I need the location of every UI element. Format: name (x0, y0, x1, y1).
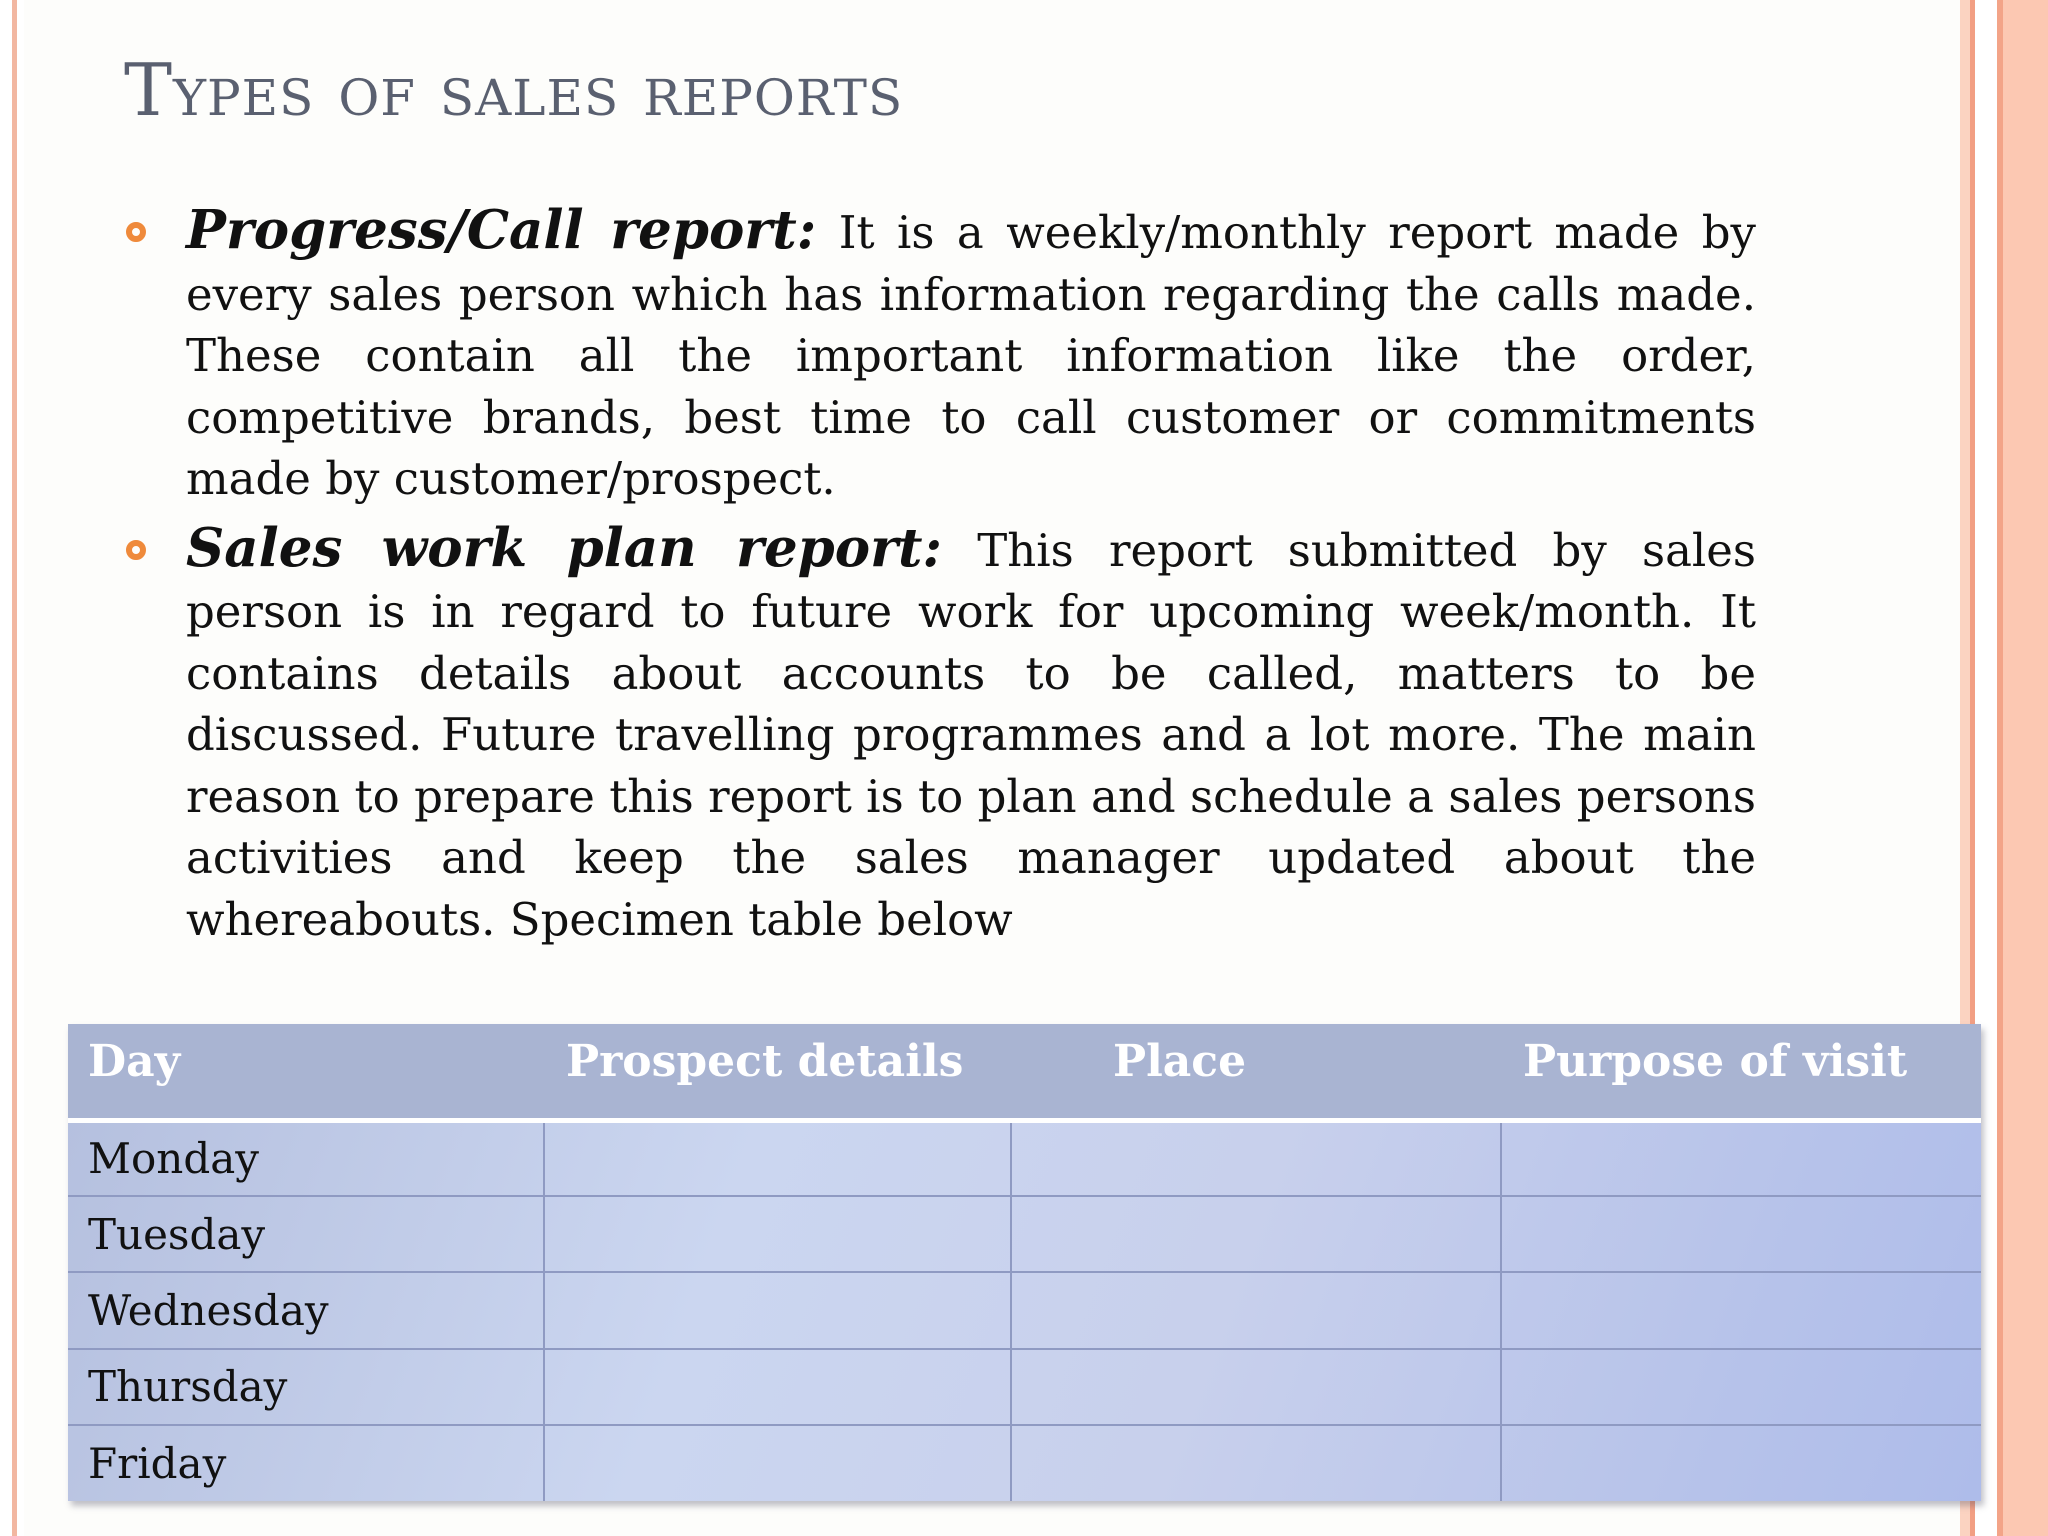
left-decorative-border (0, 0, 24, 1536)
table-cell-day: Thursday (68, 1349, 544, 1425)
bullet-circle-icon (126, 222, 146, 242)
table-cell-prospect-details (544, 1196, 1011, 1272)
left-border-line (12, 0, 17, 1536)
table-cell-prospect-details (544, 1425, 1011, 1501)
column-header-prospect-details: Prospect details (544, 1024, 1011, 1120)
table-cell-prospect-details (544, 1349, 1011, 1425)
table-cell-purpose-of-visit (1501, 1425, 1981, 1501)
table-row (68, 1425, 1981, 1501)
table-cell-purpose-of-visit (1501, 1196, 1981, 1272)
column-header-day: Day (68, 1024, 544, 1120)
table-cell-place (1011, 1272, 1501, 1348)
table-cell-place (1011, 1349, 1501, 1425)
table-cell-purpose-of-visit (1501, 1272, 1981, 1348)
table-cell-day: Tuesday (68, 1196, 544, 1272)
bullet-item-sales-work-plan-report (124, 518, 1756, 951)
table-cell-purpose-of-visit (1501, 1120, 1981, 1196)
table-cell-place (1011, 1196, 1501, 1272)
table-row (68, 1349, 1981, 1425)
table-header (68, 1024, 1981, 1120)
table-cell-prospect-details (544, 1120, 1011, 1196)
slide-title: Types of sales reports (124, 48, 904, 132)
table-cell-day: Friday (68, 1425, 544, 1501)
bullet-item-progress-call-report (124, 200, 1756, 510)
bullet-circle-icon (126, 540, 146, 560)
specimen-table (68, 1024, 1981, 1501)
table-header-row (68, 1024, 1981, 1120)
table-cell-place (1011, 1120, 1501, 1196)
bullet-list (124, 200, 1756, 958)
table-cell-place (1011, 1425, 1501, 1501)
bullet-term: Sales work plan report: (186, 516, 943, 579)
table-row (68, 1196, 1981, 1272)
table-cell-day: Monday (88, 1134, 259, 1184)
column-header-place: Place (1011, 1024, 1501, 1120)
table-row (68, 1272, 1981, 1348)
bullet-term: Progress/Call report: (186, 199, 817, 261)
table-cell-purpose-of-visit (1501, 1349, 1981, 1425)
right-border-stripe (2003, 0, 2048, 1536)
table-cell-prospect-details (544, 1272, 1011, 1348)
bullet-text: It is a weekly/monthly report made by every sales person which has information regarding the calls made. These contain all the important information like the order, competitive brands, best time to call customer or commitments made by customer/prospect. (186, 206, 1756, 505)
table-body (68, 1120, 1981, 1501)
bullet-text: This report submitted by sales person is in regard to future work for upcoming week/month. It contains details about accounts to be called, matters to be discussed. Future travelling programmes and a lot more. The main reason to prepare this report is to plan and schedule a sales persons activities and keep the sales manager updated about the whereabouts. Specimen table below (186, 523, 1757, 946)
table-cell-day: Wednesday (68, 1272, 544, 1348)
table-row (68, 1120, 1981, 1196)
column-header-purpose-of-visit: Purpose of visit (1501, 1024, 1981, 1120)
